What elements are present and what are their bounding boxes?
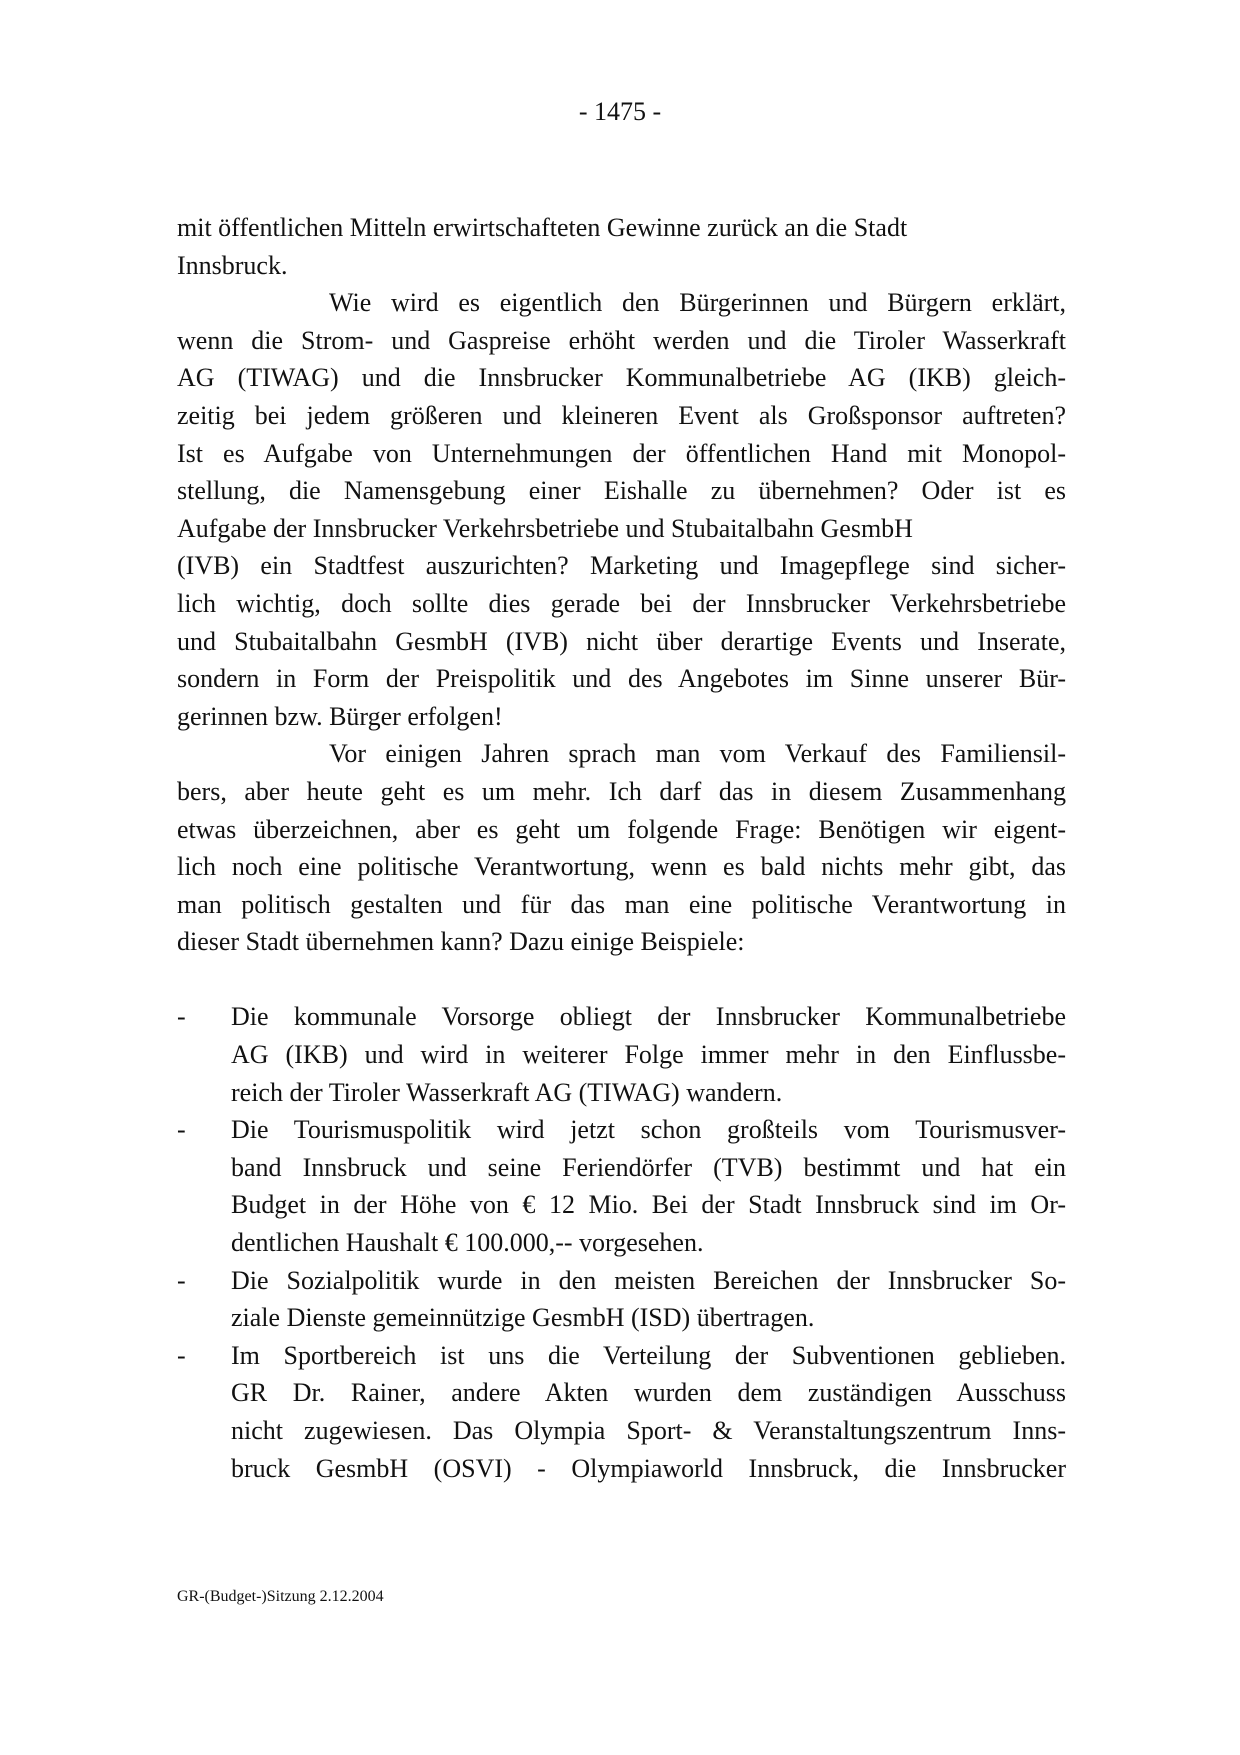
text-line: Vor einigen Jahren sprach man vom Verkauf des Familiensil- xyxy=(329,739,1066,769)
text-line: mit öffentlichen Mitteln erwirtschafteten Gewinne zurück an die Stadt xyxy=(177,213,908,242)
text-line: (IVB) ein Stadtfest auszurichten? Marketing und Imagepflege sind sicher- xyxy=(177,551,1066,581)
text-line: Die Tourismuspolitik wird jetzt schon großteils vom Tourismusver- xyxy=(231,1115,1066,1145)
text-line: Im Sportbereich ist uns die Verteilung der Subventionen geblieben. xyxy=(231,1340,1066,1370)
text-line: Budget in der Höhe von € 12 Mio. Bei der Stadt Innsbruck sind im Or- xyxy=(231,1190,1066,1220)
text-line: Innsbruck. xyxy=(177,250,288,280)
list-dash: - xyxy=(177,1115,186,1145)
text-line: stellung, die Namensgebung einer Eishalle zu übernehmen? Oder ist es xyxy=(177,476,1066,506)
paragraph xyxy=(177,284,1066,735)
text-line: lich wichtig, doch sollte dies gerade bei der Innsbrucker Verkehrsbetriebe xyxy=(177,588,1066,618)
list-dash: - xyxy=(177,1340,186,1370)
text-line: man politisch gestalten und für das man eine politische Verantwortung in xyxy=(177,889,1066,919)
text-line: lich noch eine politische Verantwortung, wenn es bald nichts mehr gibt, das xyxy=(177,852,1066,882)
text-line: nicht zugewiesen. Das Olympia Sport- & Veranstaltungszentrum Inns- xyxy=(231,1416,1066,1445)
list-dash: - xyxy=(177,1265,186,1295)
text-line: reich der Tiroler Wasserkraft AG (TIWAG) wandern. xyxy=(231,1077,783,1107)
text-line: band Innsbruck und seine Feriendörfer (TVB) bestimmt und hat ein xyxy=(231,1152,1066,1182)
text-line: Wie wird es eigentlich den Bürgerinnen und Bürgern erklärt, xyxy=(329,288,1066,318)
text-line: bruck GesmbH (OSVI) - Olympiaworld Innsbruck, die Innsbrucker xyxy=(231,1453,1066,1483)
text-line: ziale Dienste gemeinnützige GesmbH (ISD) übertragen. xyxy=(231,1303,815,1333)
list-dash: - xyxy=(177,1002,186,1032)
text-line: zeitig bei jedem größeren und kleineren Event als Großsponsor auftreten? xyxy=(177,400,1066,430)
paragraph xyxy=(177,209,1066,284)
text-line: etwas überzeichnen, aber es geht um folgende Frage: Benötigen wir eigent- xyxy=(177,814,1066,844)
document-body xyxy=(177,209,1066,1487)
page-footer: GR-(Budget-)Sitzung 2.12.2004 xyxy=(177,1588,384,1605)
text-line: Aufgabe der Innsbrucker Verkehrsbetriebe und Stubaitalbahn GesmbH xyxy=(177,513,913,543)
page-number: - 1475 - xyxy=(578,97,662,126)
text-line: AG (IKB) und wird in weiterer Folge immer mehr in den Einflussbe- xyxy=(231,1040,1066,1070)
text-line: gerinnen bzw. Bürger erfolgen! xyxy=(177,701,503,731)
text-line: und Stubaitalbahn GesmbH (IVB) nicht über derartige Events und Inserate, xyxy=(177,626,1066,656)
text-line: bers, aber heute geht es um mehr. Ich darf das in diesem Zusammenhang xyxy=(177,776,1066,806)
text-line: AG (TIWAG) und die Innsbrucker Kommunalbetriebe AG (IKB) gleich- xyxy=(177,363,1066,393)
text-line: Die Sozialpolitik wurde in den meisten Bereichen der Innsbrucker So- xyxy=(231,1265,1066,1295)
text-line: Ist es Aufgabe von Unternehmungen der öffentlichen Hand mit Monopol- xyxy=(177,438,1066,468)
list-item xyxy=(177,1111,1066,1261)
text-line: dieser Stadt übernehmen kann? Dazu einige Beispiele: xyxy=(177,927,745,957)
text-line: wenn die Strom- und Gaspreise erhöht werden und die Tiroler Wasserkraft xyxy=(177,325,1066,355)
text-line: sondern in Form der Preispolitik und des Angebotes im Sinne unserer Bür- xyxy=(177,664,1066,694)
text-line: dentlichen Haushalt € 100.000,-- vorgesehen. xyxy=(231,1228,704,1258)
list-item xyxy=(177,998,1066,1111)
text-line: Die kommunale Vorsorge obliegt der Innsbrucker Kommunalbetriebe xyxy=(231,1002,1066,1032)
paragraph xyxy=(177,735,1066,961)
text-line: GR Dr. Rainer, andere Akten wurden dem zuständigen Ausschuss xyxy=(231,1378,1066,1408)
list-item xyxy=(177,1262,1066,1337)
list-item xyxy=(177,1337,1066,1487)
